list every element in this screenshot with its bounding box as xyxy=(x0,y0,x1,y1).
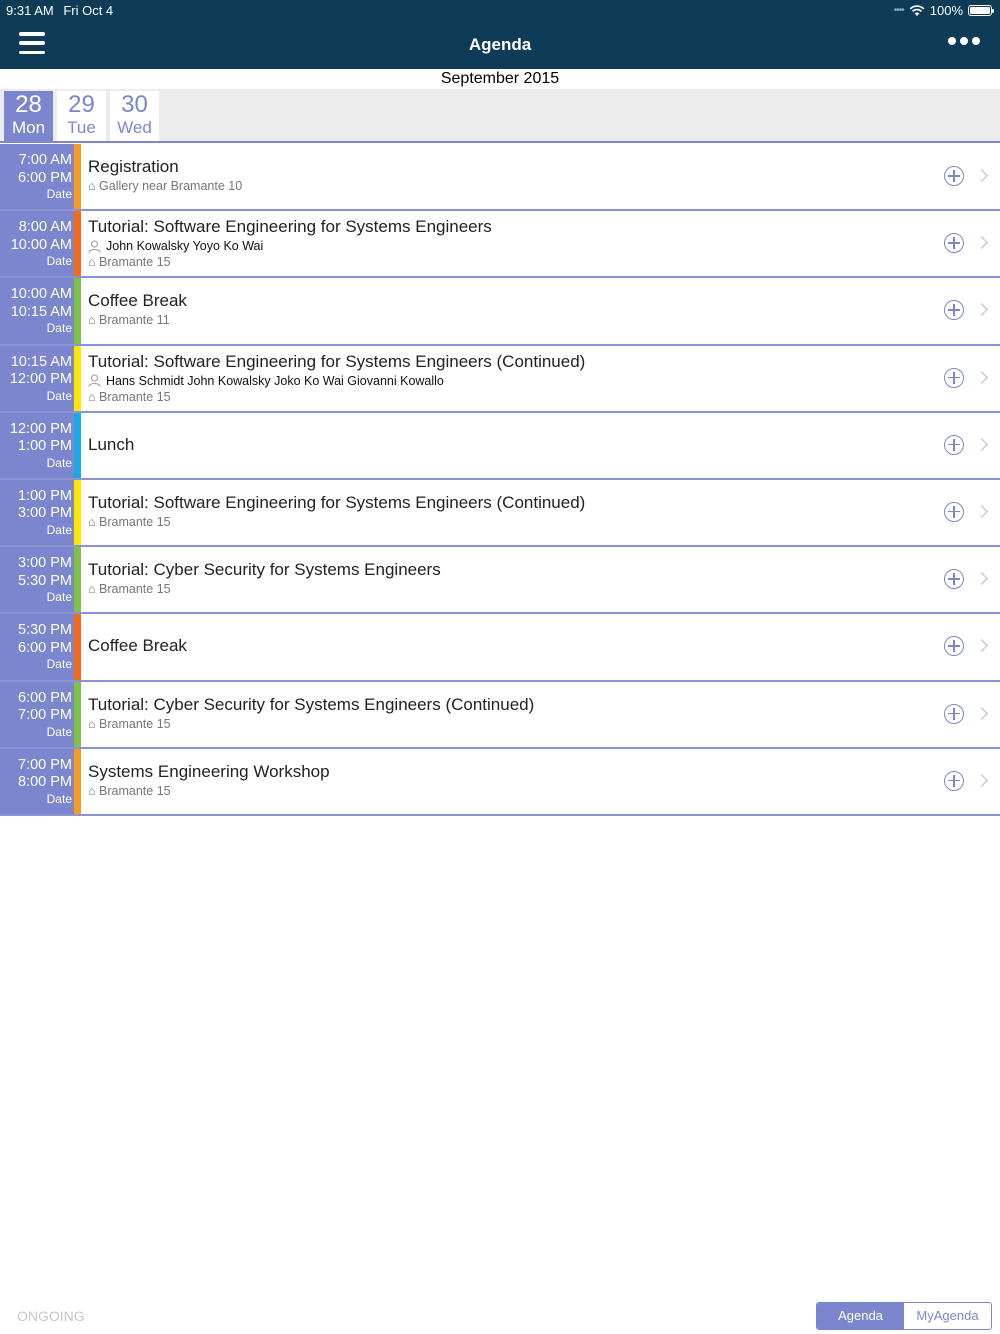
event-details xyxy=(88,211,920,276)
navigation-bar xyxy=(0,0,1000,69)
signal-icon: •••• xyxy=(893,5,904,16)
page-title: Agenda xyxy=(468,35,532,54)
start-time: 7:00 PM xyxy=(18,756,72,773)
event-title: Registration xyxy=(88,157,179,176)
chevron-right-icon[interactable] xyxy=(975,169,988,182)
event-title: Coffee Break xyxy=(88,291,187,311)
category-color-bar xyxy=(74,346,81,411)
event-location: ⌂ Bramante 11 xyxy=(88,313,170,328)
event-details xyxy=(88,480,920,545)
agenda-item[interactable] xyxy=(0,211,1000,278)
chevron-right-icon[interactable] xyxy=(975,236,988,249)
status-bar-left xyxy=(6,3,119,18)
date-label: Date xyxy=(46,388,72,403)
chevron-right-icon[interactable] xyxy=(975,774,988,787)
date-label: Date xyxy=(46,791,72,806)
time-column xyxy=(0,614,74,679)
time-column xyxy=(0,682,74,747)
more-options-icon[interactable] xyxy=(948,37,980,45)
date-label: Date xyxy=(46,522,72,537)
date-label: Date xyxy=(46,724,72,739)
event-details xyxy=(88,413,920,478)
day-weekday: Wed xyxy=(117,118,152,137)
event-speakers xyxy=(88,239,920,253)
day-tab-30[interactable] xyxy=(110,91,159,141)
start-time: 8:00 AM xyxy=(18,219,72,236)
end-time: 7:00 PM xyxy=(18,707,72,723)
date-label: Date xyxy=(46,590,72,605)
event-location: ⌂ Bramante 15 xyxy=(88,716,171,731)
start-time: 5:30 PM xyxy=(18,622,72,639)
event-details xyxy=(88,346,920,411)
category-color-bar xyxy=(74,278,81,343)
battery-icon xyxy=(968,5,992,16)
agenda-item[interactable] xyxy=(0,749,1000,816)
add-to-myagenda-icon[interactable] xyxy=(944,233,964,253)
event-title: Lunch xyxy=(88,434,135,454)
day-weekday: Mon xyxy=(11,118,46,137)
start-time: 12:00 PM xyxy=(9,420,72,437)
event-details xyxy=(88,547,920,612)
chevron-right-icon[interactable] xyxy=(975,707,988,720)
event-details xyxy=(88,749,920,814)
person-icon xyxy=(88,240,101,253)
date-label: Date xyxy=(46,254,72,269)
category-color-bar xyxy=(74,144,81,209)
date-label: Date xyxy=(46,455,72,470)
category-color-bar xyxy=(74,480,81,545)
agenda-item[interactable] xyxy=(0,346,1000,413)
event-location: ⌂ Bramante 15 xyxy=(88,783,171,798)
event-title: Tutorial: Software Engineering for Systems Engineers (Continued) xyxy=(88,492,586,512)
time-column xyxy=(0,144,74,209)
agenda-list xyxy=(0,144,1000,816)
start-time: 3:00 PM xyxy=(18,555,72,572)
day-number: 30 xyxy=(121,91,148,118)
tab-myagenda[interactable]: MyAgenda xyxy=(916,1308,979,1323)
chevron-right-icon[interactable] xyxy=(975,505,988,518)
event-speakers xyxy=(88,374,920,388)
end-time: 10:15 AM xyxy=(10,303,72,320)
category-color-bar xyxy=(74,211,81,276)
tab-agenda[interactable]: Agenda xyxy=(817,1303,904,1329)
status-time: 9:31 AM xyxy=(6,3,54,18)
start-time: 6:00 PM xyxy=(18,689,72,706)
event-title: Tutorial: Cyber Security for Systems Engineers xyxy=(88,560,441,580)
time-column xyxy=(0,278,74,343)
date-label: Date xyxy=(46,321,72,336)
add-to-myagenda-icon[interactable] xyxy=(944,166,964,186)
agenda-item[interactable] xyxy=(0,614,1000,681)
event-title: Coffee Break xyxy=(88,636,187,656)
category-color-bar xyxy=(74,413,81,478)
agenda-item[interactable] xyxy=(0,144,1000,211)
chevron-right-icon[interactable] xyxy=(975,371,988,384)
date-label: Date xyxy=(46,187,72,201)
event-location: ⌂ Bramante 15 xyxy=(88,255,171,270)
day-number: 29 xyxy=(68,91,95,118)
time-column xyxy=(0,480,74,545)
event-details xyxy=(88,682,920,747)
category-color-bar xyxy=(74,682,81,747)
chevron-right-icon[interactable] xyxy=(975,438,988,451)
time-column xyxy=(0,547,74,612)
event-details xyxy=(88,614,920,679)
speaker-names: John Kowalsky Yoyo Ko Wai xyxy=(106,239,264,254)
time-column xyxy=(0,346,74,411)
event-location: ⌂ Bramante 15 xyxy=(88,582,171,597)
category-color-bar xyxy=(74,749,81,814)
agenda-item[interactable] xyxy=(0,547,1000,614)
start-time: 10:00 AM xyxy=(10,286,72,303)
agenda-item[interactable] xyxy=(0,278,1000,345)
add-to-myagenda-icon[interactable] xyxy=(944,704,964,724)
wifi-icon xyxy=(909,5,925,17)
add-to-myagenda-icon[interactable] xyxy=(944,368,964,388)
end-time: 5:30 PM xyxy=(18,572,72,589)
event-location: ⌂ Bramante 15 xyxy=(88,389,171,404)
event-title: Tutorial: Cyber Security for Systems Engineers (Continued) xyxy=(88,694,535,714)
agenda-item[interactable] xyxy=(0,480,1000,547)
start-time: 1:00 PM xyxy=(18,487,72,504)
time-column xyxy=(0,413,74,478)
chevron-right-icon[interactable] xyxy=(975,572,988,585)
event-title: Systems Engineering Workshop xyxy=(88,761,330,781)
ongoing-button[interactable]: ONGOING xyxy=(17,1308,85,1324)
view-segmented-control xyxy=(816,1302,992,1330)
category-color-bar xyxy=(74,614,81,679)
category-color-bar xyxy=(74,547,81,612)
end-time: 6:00 PM xyxy=(18,639,72,656)
event-details xyxy=(88,144,920,209)
event-location: ⌂ Gallery near Bramante 10 xyxy=(88,179,243,193)
end-time: 8:00 PM xyxy=(18,774,72,791)
end-time: 3:00 PM xyxy=(18,505,72,522)
chevron-right-icon[interactable] xyxy=(975,639,988,652)
day-number: 28 xyxy=(15,91,42,118)
add-to-myagenda-icon[interactable] xyxy=(944,502,964,522)
chevron-right-icon[interactable] xyxy=(975,304,988,317)
battery-percent: 100% xyxy=(929,3,963,18)
end-time: 10:00 AM xyxy=(10,236,72,253)
date-label: Date xyxy=(46,657,72,672)
event-title: Tutorial: Software Engineering for Systems Engineers (Continued) xyxy=(88,351,586,371)
event-title: Tutorial: Software Engineering for Systems Engineers xyxy=(88,217,492,237)
time-column xyxy=(0,749,74,814)
start-time: 7:00 AM xyxy=(18,152,72,168)
agenda-item[interactable] xyxy=(0,413,1000,480)
end-time: 6:00 PM xyxy=(18,169,72,186)
day-selector xyxy=(0,89,1000,143)
agenda-item[interactable] xyxy=(0,682,1000,749)
status-date: Fri Oct 4 xyxy=(63,3,114,18)
end-time: 12:00 PM xyxy=(9,371,72,388)
add-to-myagenda-icon[interactable] xyxy=(944,569,964,589)
month-label: September 2015 xyxy=(440,70,560,87)
time-column xyxy=(0,211,74,276)
day-weekday: Tue xyxy=(67,118,96,137)
day-tab-29[interactable] xyxy=(57,91,106,141)
speaker-names: Hans Schmidt John Kowalsky Joko Ko Wai Giovanni Kowallo xyxy=(106,373,444,388)
add-to-myagenda-icon[interactable] xyxy=(944,435,964,455)
add-to-myagenda-icon[interactable] xyxy=(944,300,964,320)
event-location: ⌂ Bramante 15 xyxy=(88,514,171,529)
add-to-myagenda-icon[interactable] xyxy=(944,636,964,656)
day-tab-28[interactable] xyxy=(4,91,53,141)
start-time: 10:15 AM xyxy=(10,353,72,370)
end-time: 1:00 PM xyxy=(18,438,72,455)
event-details xyxy=(88,278,920,343)
person-icon xyxy=(88,374,101,387)
status-bar-right xyxy=(894,3,992,18)
add-to-myagenda-icon[interactable] xyxy=(944,771,964,791)
